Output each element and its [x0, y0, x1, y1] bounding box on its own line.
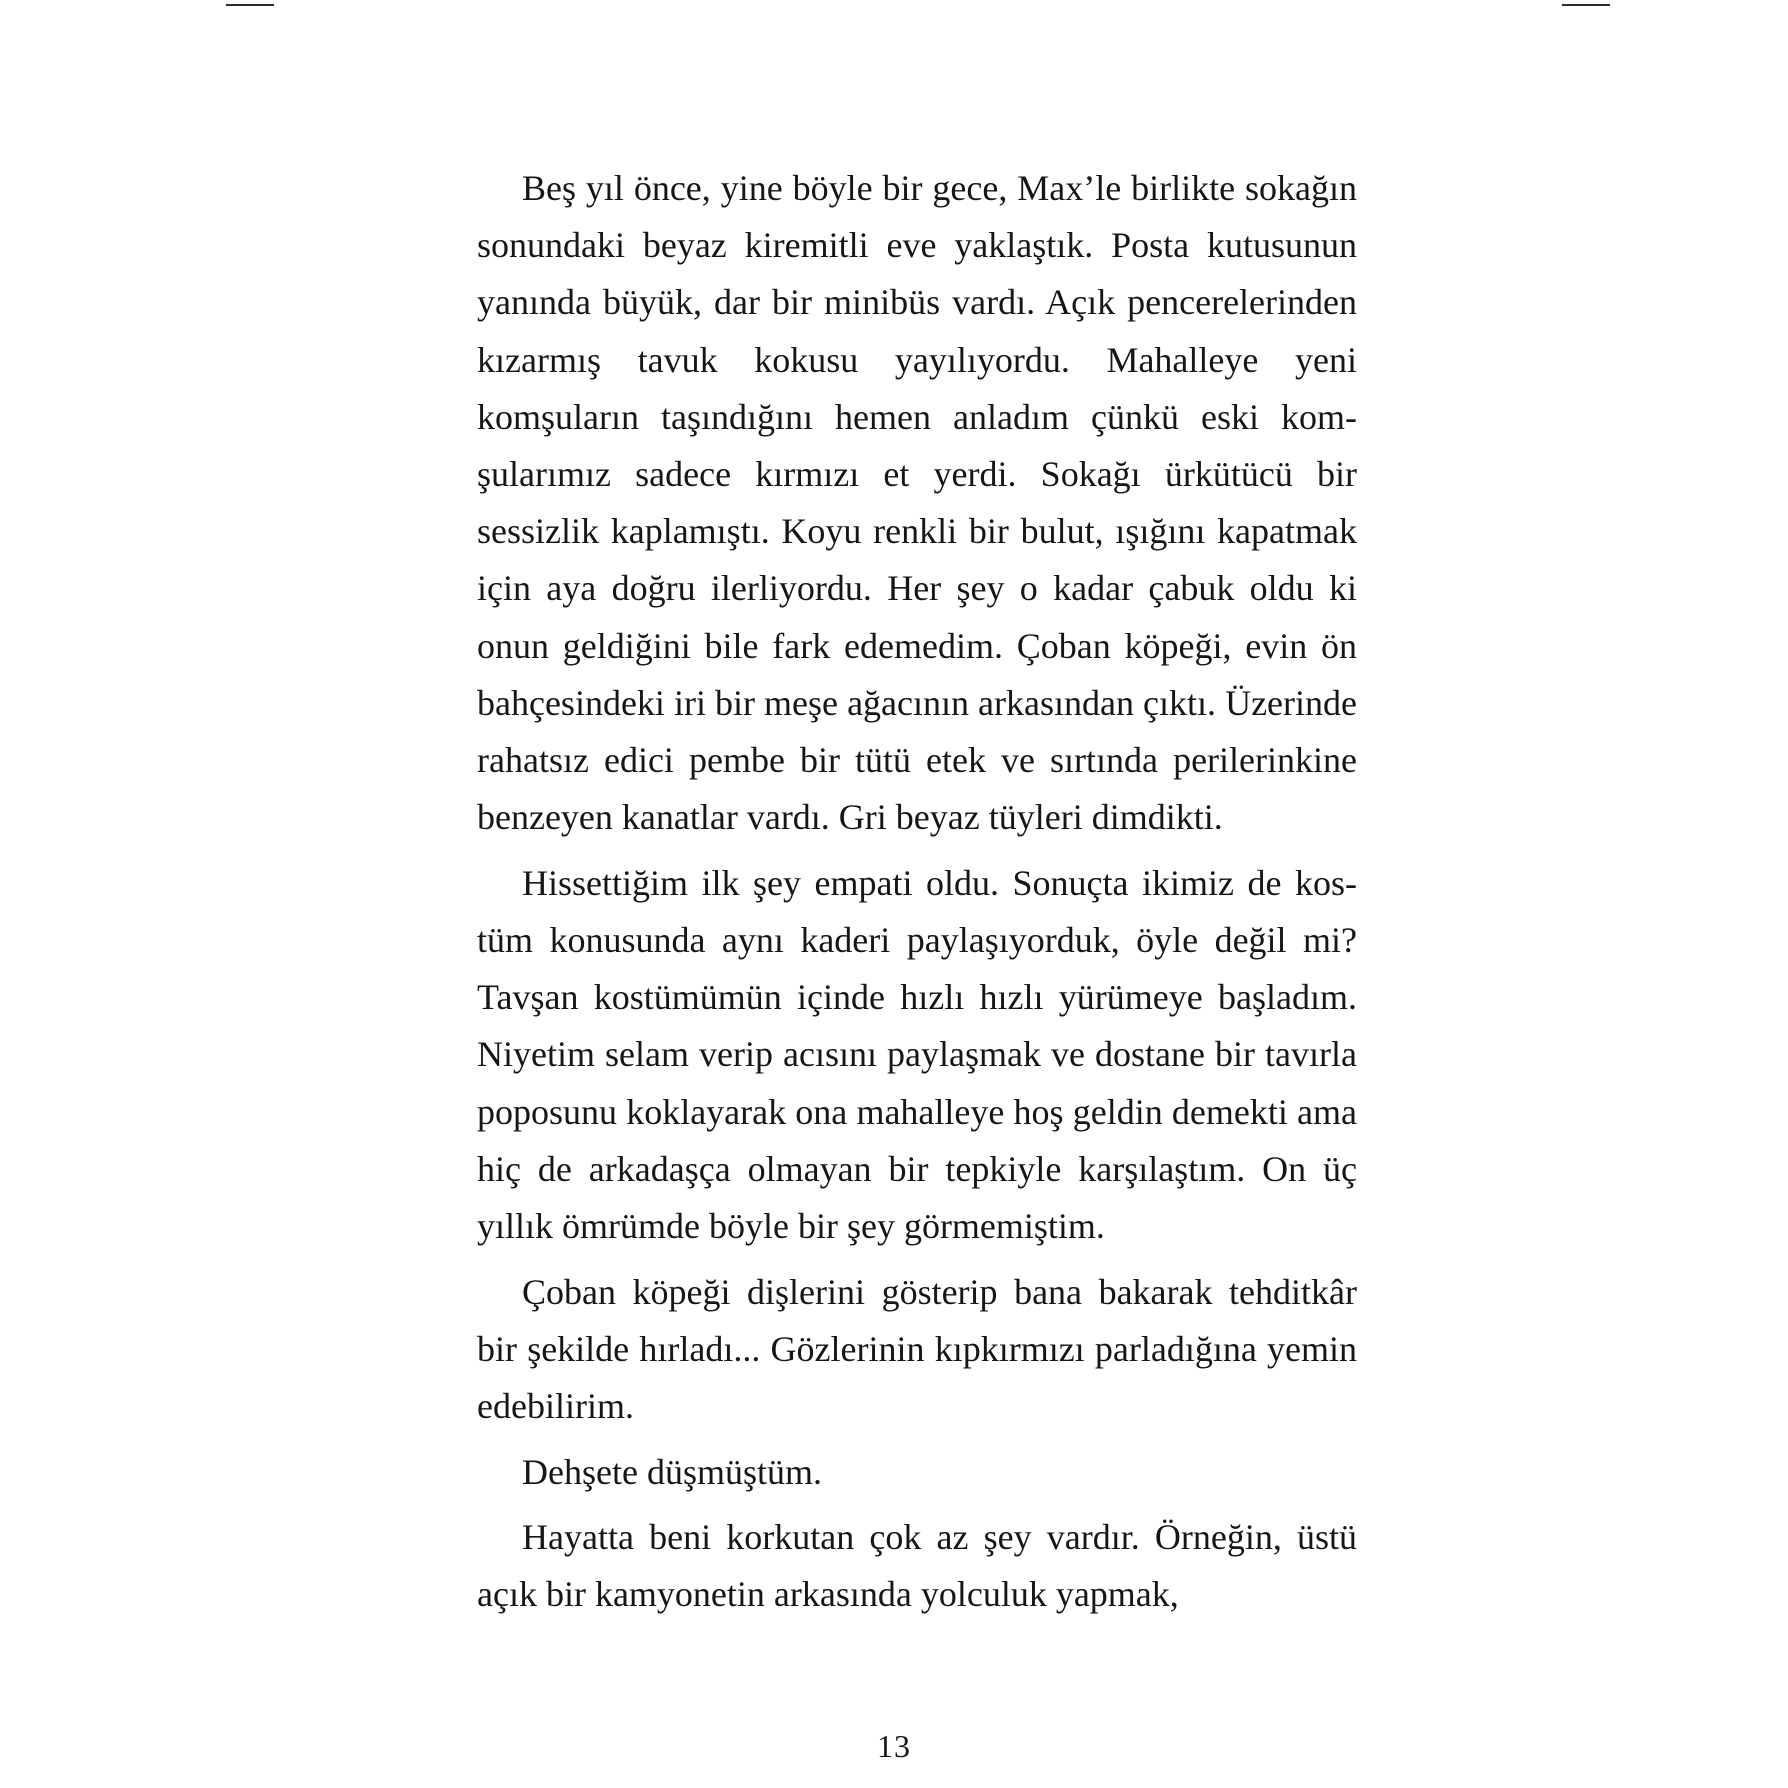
paragraph-3: Çoban köpeği dişlerini gösterip bana bakarak tehditkâr bir şekilde hırladı... Gözlerinin kıpkırmızı parladığına yemin edebilirim.: [477, 1271, 1357, 1427]
crop-mark-right: [1562, 4, 1610, 6]
page-number: 13: [877, 1728, 911, 1764]
paragraph-4: Dehşete düşmüştüm.: [522, 1451, 822, 1492]
paragraph-5: Hayatta beni korkutan çok az şey vardır. Örneğin, üstü açık bir kamyonetin arkasında yolculuk yapmak,: [477, 1517, 1357, 1615]
paragraph-1: Beş yıl önce, yine böyle bir gece, Max’le birlikte sokağın sonundaki beyaz kiremitli eve yaklaştık. Posta kutusunun yanında büyük, dar bir minibüs vardı. Açık pencerelerinden kızarmış tavuk kokusu yayılıyordu. Mahalleye yeni komşuların taşındığını hemen anladım çünkü eski komşularımız sadece kırmızı et yerdi. Sokağı ürkütücü bir sessizlik kaplamıştı. Koyu renkli bir bulut, ışığını kapatmak için aya doğru ilerliyordu. Her şey o kadar çabuk oldu ki onun geldiğini bile fark edemedim. Çoban köpeği, evin ön bahçesindeki iri bir meşe ağacının arkasından çıktı. Üzerinde rahatsız edici pembe bir tütü etek ve sırtında perilerinkine benzeyen kanatlar vardı. Gri beyaz tüyleri dimdikti.: [477, 168, 1357, 838]
paragraph-2: Hissettiğim ilk şey empati oldu. Sonuçta ikimiz de kostüm konusunda aynı kaderi paylaşıyorduk, öyle değil mi? Tavşan kostümümün içinde hızlı hızlı yürümeye başladım. Niyetim selam verip acısını paylaşmak ve dostane bir tavırla poposunu koklayarak ona mahalleye hoş geldin demekti ama hiç de arkadaşça olmayan bir tepkiyle karşılaştım. On üç yıllık ömrümde böyle bir şey görmemiştim.: [477, 862, 1357, 1247]
body-text: [477, 160, 1357, 1632]
crop-mark-left: [226, 4, 274, 6]
